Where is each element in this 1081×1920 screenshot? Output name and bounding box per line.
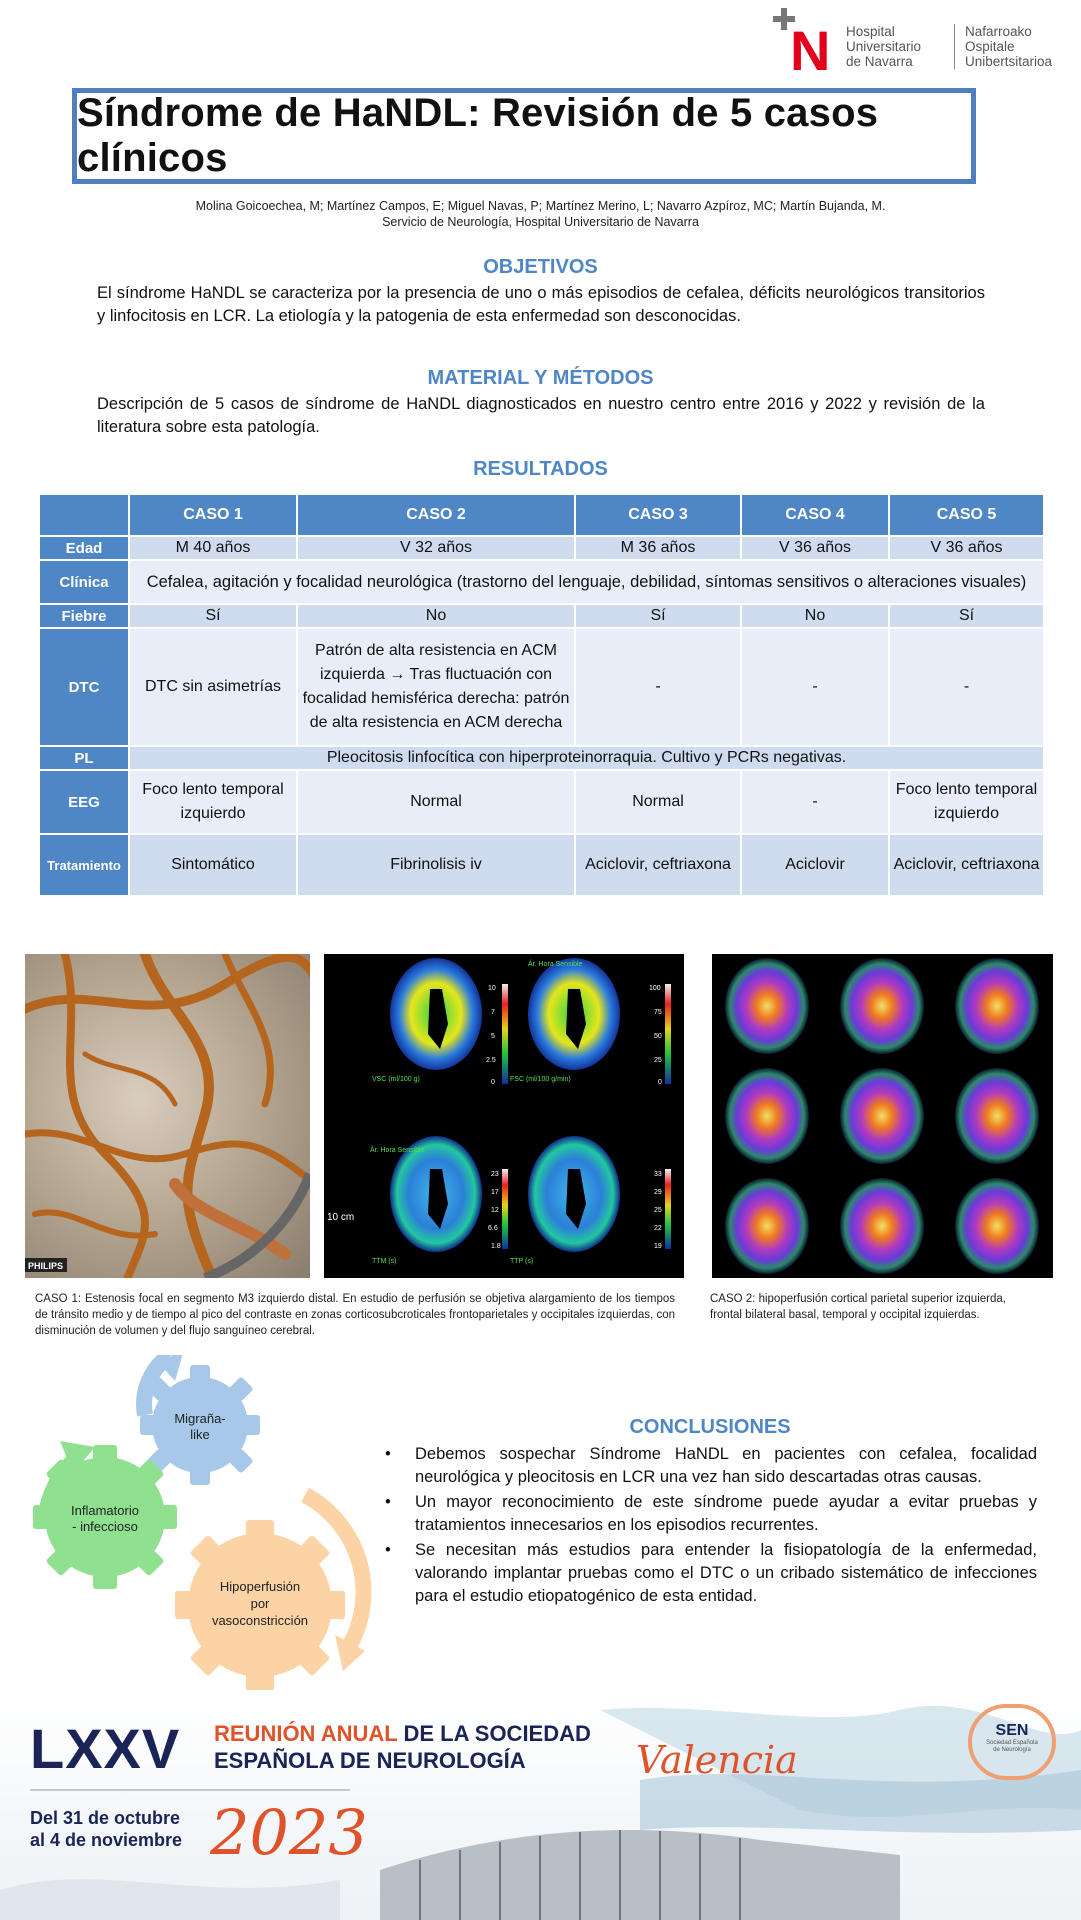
- table-cell: Foco lento temporal izquierdo: [890, 771, 1043, 833]
- svg-text:12: 12: [491, 1207, 499, 1214]
- bullet: •: [385, 1445, 391, 1463]
- gear2-line2: - infeccioso: [72, 1519, 138, 1534]
- svg-text:7: 7: [491, 1009, 495, 1016]
- table-cell: V 32 años: [298, 537, 574, 559]
- table-cell: -: [742, 771, 888, 833]
- row-label-edad: Edad: [40, 537, 128, 559]
- svg-text:10: 10: [488, 985, 496, 992]
- svg-text:29: 29: [654, 1189, 662, 1196]
- gear3-line3: vasoconstricción: [211, 1613, 309, 1628]
- svg-text:23: 23: [491, 1171, 499, 1178]
- table-cell: -: [890, 629, 1043, 745]
- col-caso-2: CASO 2: [298, 495, 574, 535]
- table-cell: M 40 años: [130, 537, 296, 559]
- spect-grid: [712, 954, 1053, 1278]
- row-label-tratamiento: Tratamiento: [40, 835, 128, 895]
- list-item: • Debemos sospechar Síndrome HaNDL en pacientes con cefalea, focalidad neurológica y pleocitosis en LCR una vez han sido descartadas otras causas.: [385, 1445, 1037, 1486]
- table-header-row: [40, 495, 1043, 535]
- gear1-line1: Migraña-: [174, 1411, 226, 1426]
- gear3-line2: por: [250, 1596, 270, 1611]
- table-cell: Cefalea, agitación y focalidad neurológica (trastorno del lenguaje, debilidad, síntomas sensitivos o alteraciones visuales): [130, 561, 1043, 603]
- perfusion-maps: [324, 954, 684, 1278]
- cycle-diagram: [25, 1355, 380, 1695]
- table-row: [40, 629, 1043, 745]
- metodos-heading: MATERIAL Y MÉTODOS: [427, 367, 654, 389]
- list-item: • Se necesitan más estudios para entender la fisiopatología de la enfermedad, valorando implantar pruebas como el DTC o un cribado sistemático de infecciones para el estudio etiopatogénico de esta entidad.: [385, 1541, 1037, 1605]
- poster-title: Síndrome de HaNDL: Revisión de 5 casos clínicos: [77, 91, 879, 180]
- bullet: •: [385, 1541, 391, 1559]
- authors-block: [0, 198, 1081, 230]
- list-item: • Un mayor reconocimiento de este síndrome puede ayudar a evitar pruebas y tratamientos innecesarios en los episodios recurrentes.: [385, 1493, 1037, 1534]
- row-label-eeg: EEG: [40, 771, 128, 833]
- results-table: [38, 493, 1045, 897]
- congress-name: REUNIÓN ANUAL DE LA SOCIEDAD ESPAÑOLA DE NEUROLOGÍA: [214, 1721, 591, 1773]
- angiography-image: [25, 954, 310, 1278]
- svg-text:6.6: 6.6: [488, 1225, 498, 1232]
- svg-text:0: 0: [658, 1079, 662, 1086]
- spect-image: [712, 954, 1053, 1278]
- gear2-line1: Inflamatorio: [71, 1503, 139, 1518]
- row-label-dtc: DTC: [40, 629, 128, 745]
- table-row: [40, 537, 1043, 559]
- table-cell: Pleocitosis linfocítica con hiperproteinorraquia. Cultivo y PCRs negativas.: [130, 747, 1043, 769]
- table-cell: Sí: [576, 605, 740, 627]
- gear1-line2: like: [190, 1427, 210, 1442]
- table-cell: Aciclovir, ceftriaxona: [890, 835, 1043, 895]
- svg-text:0: 0: [491, 1079, 495, 1086]
- col-caso-5: CASO 5: [890, 495, 1043, 535]
- resultados-heading: RESULTADOS: [473, 458, 608, 480]
- table-cell: Sí: [130, 605, 296, 627]
- table-row: [40, 605, 1043, 627]
- hospital-cross-icon: [770, 6, 840, 74]
- table-cell: Patrón de alta resistencia en ACM izquierda → Tras fluctuación con focalidad hemisférica derecha: patrón de alta resistencia en ACM derecha: [298, 629, 574, 745]
- table-cell: No: [298, 605, 574, 627]
- table-corner: [40, 495, 128, 535]
- table-cell: -: [742, 629, 888, 745]
- svg-text:75: 75: [654, 1009, 662, 1016]
- row-label-fiebre: Fiebre: [40, 605, 128, 627]
- table-row: [40, 561, 1043, 603]
- table-cell: Normal: [576, 771, 740, 833]
- gears-svg: [25, 1355, 380, 1695]
- table-cell: V 36 años: [890, 537, 1043, 559]
- svg-text:FSC (ml/100 g/min): FSC (ml/100 g/min): [510, 1076, 571, 1083]
- metodos-text: Descripción de 5 casos de síndrome de HaNDL diagnosticados en nuestro centro entre 2016 y 2022 y revisión de la literatura sobre esta patología.: [97, 395, 985, 436]
- bullet: •: [385, 1493, 391, 1511]
- gear3-line1: Hipoperfusión: [219, 1579, 301, 1594]
- objetivos-text: El síndrome HaNDL se caracteriza por la presencia de uno o más episodios de cefalea, déficits neurológicos transitorios y linfocitosis en LCR. La etiología y la patogenia de esta enfermedad son desconocidas.: [97, 284, 985, 325]
- congress-year: 2023: [210, 1796, 368, 1869]
- svg-text:25: 25: [654, 1207, 662, 1214]
- authors: Molina Goicoechea, M; Martínez Campos, E; Miguel Navas, P; Martínez Merino, L; Navarro Azpíroz, MC; Martín Bujanda, M.: [195, 199, 886, 213]
- objetivos-heading: OBJETIVOS: [483, 256, 598, 278]
- svg-text:TTP (s): TTP (s): [510, 1258, 534, 1265]
- svg-text:100: 100: [649, 985, 661, 992]
- svg-text:5: 5: [491, 1033, 495, 1040]
- svg-text:1.8: 1.8: [491, 1243, 501, 1250]
- col-caso-4: CASO 4: [742, 495, 888, 535]
- hospital-name-eu: Nafarroako Ospitale Unibertsitarioa: [954, 24, 1052, 69]
- col-caso-3: CASO 3: [576, 495, 740, 535]
- conclusiones-list: [385, 1443, 1037, 1610]
- vessel-drawing: [25, 954, 310, 1278]
- congress-banner: [0, 1690, 1081, 1920]
- svg-text:19: 19: [654, 1243, 662, 1250]
- svg-text:10 cm: 10 cm: [327, 1212, 355, 1223]
- svg-text:2.5: 2.5: [486, 1057, 496, 1064]
- congress-dates: Del 31 de octubre al 4 de noviembre: [30, 1808, 183, 1850]
- svg-text:17: 17: [491, 1189, 499, 1196]
- table-cell: No: [742, 605, 888, 627]
- table-cell: Foco lento temporal izquierdo: [130, 771, 296, 833]
- svg-text:33: 33: [654, 1171, 662, 1178]
- table-cell: DTC sin asimetrías: [130, 629, 296, 745]
- table-cell: M 36 años: [576, 537, 740, 559]
- table-cell: Sintomático: [130, 835, 296, 895]
- logo-letter: N: [790, 19, 831, 74]
- table-cell: Normal: [298, 771, 574, 833]
- row-label-clinica: Clínica: [40, 561, 128, 603]
- congress-city: Valencia: [636, 1738, 798, 1782]
- table-cell: -: [576, 629, 740, 745]
- svg-text:25: 25: [654, 1057, 662, 1064]
- svg-text:TTM (s): TTM (s): [372, 1258, 397, 1265]
- edition-number: LXXV: [30, 1717, 181, 1780]
- philips-label: PHILIPS: [28, 1261, 64, 1271]
- title-box: [72, 88, 976, 184]
- table-row: [40, 771, 1043, 833]
- table-cell: Aciclovir, ceftriaxona: [576, 835, 740, 895]
- sen-logo: SEN Sociedad Española de Neurología: [968, 1704, 1056, 1780]
- table-cell: Aciclovir: [742, 835, 888, 895]
- table-cell: Sí: [890, 605, 1043, 627]
- hospital-name-es: Hospital Universitario de Navarra: [846, 24, 922, 69]
- hospital-logo: [770, 6, 1070, 74]
- table-row: [40, 835, 1043, 895]
- svg-text:22: 22: [654, 1225, 662, 1232]
- row-label-pl: PL: [40, 747, 128, 769]
- affiliation: Servicio de Neurología, Hospital Universitario de Navarra: [382, 215, 699, 229]
- col-caso-1: CASO 1: [130, 495, 296, 535]
- table-cell: Fibrinolisis iv: [298, 835, 574, 895]
- conclusiones-heading: CONCLUSIONES: [629, 1416, 791, 1438]
- table-cell: V 36 años: [742, 537, 888, 559]
- svg-text:Ár. Hora Sensible: Ár. Hora Sensible: [370, 1147, 425, 1154]
- table-row: [40, 747, 1043, 769]
- caption-caso1: CASO 1: Estenosis focal en segmento M3 izquierdo distal. En estudio de perfusión se objetiva alargamiento de los tiempos de tránsito medio y de tiempo al pico del contraste en zonas corticosubcroticales frontoparietales y occipitales izquierdas, con disminución de volumen y del flujo sanguíneo cerebral.: [35, 1293, 675, 1337]
- svg-text:50: 50: [654, 1033, 662, 1040]
- svg-text:Ár. Hora Sensible: Ár. Hora Sensible: [528, 961, 583, 968]
- caption-caso2: CASO 2: hipoperfusión cortical parietal superior izquierda, frontal bilateral basal, temporal y occipital izquierdas.: [710, 1293, 1006, 1321]
- perfusion-ct-image: [324, 954, 684, 1278]
- svg-text:VSC (ml/100 g): VSC (ml/100 g): [372, 1076, 420, 1083]
